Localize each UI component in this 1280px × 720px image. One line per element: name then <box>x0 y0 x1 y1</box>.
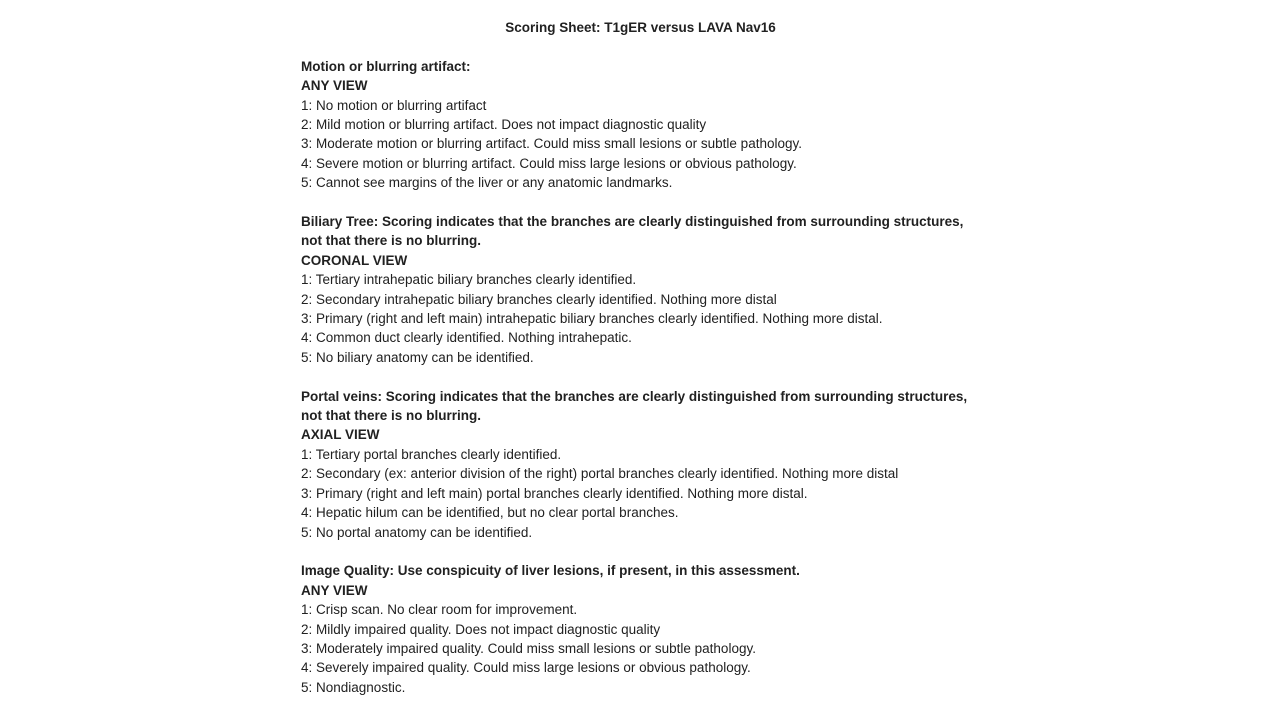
score-item: 4: Severe motion or blurring artifact. Could miss large lesions or obvious pathology. <box>301 155 797 171</box>
section-view-label: AXIAL VIEW <box>301 427 380 443</box>
score-item: 5: Nondiagnostic. <box>301 679 406 695</box>
score-item: 2: Secondary (ex: anterior division of the right) portal branches clearly identified. Nothing more distal <box>301 466 899 482</box>
section-portal-veins <box>301 387 980 542</box>
document-body <box>301 57 980 697</box>
score-item: 1: Crisp scan. No clear room for improvement. <box>301 602 578 618</box>
score-item: 1: Tertiary portal branches clearly identified. <box>301 446 562 462</box>
section-heading-line: not that there is no blurring. <box>301 233 481 249</box>
section-heading-line: Portal veins: Scoring indicates that the branches are clearly distinguished from surrounding structures, <box>301 388 968 404</box>
section-image-quality <box>301 561 980 697</box>
score-item: 1: No motion or blurring artifact <box>301 97 487 113</box>
section-motion-artifact <box>301 57 980 193</box>
score-item: 3: Moderately impaired quality. Could miss small lesions or subtle pathology. <box>301 640 756 656</box>
section-heading-line: Image Quality: Use conspicuity of liver lesions, if present, in this assessment. <box>301 563 800 579</box>
section-view-label: ANY VIEW <box>301 582 368 598</box>
score-item: 2: Mild motion or blurring artifact. Does not impact diagnostic quality <box>301 117 707 133</box>
section-biliary-tree <box>301 212 980 367</box>
section-heading-line: Biliary Tree: Scoring indicates that the branches are clearly distinguished from surrounding structures, <box>301 214 964 230</box>
score-item: 2: Secondary intrahepatic biliary branches clearly identified. Nothing more distal <box>301 291 777 307</box>
score-item: 1: Tertiary intrahepatic biliary branches clearly identified. <box>301 272 637 288</box>
section-heading-line: not that there is no blurring. <box>301 408 481 424</box>
score-item: 3: Moderate motion or blurring artifact. Could miss small lesions or subtle pathology. <box>301 136 802 152</box>
score-item: 5: No portal anatomy can be identified. <box>301 524 533 540</box>
section-view-label: ANY VIEW <box>301 78 368 94</box>
score-item: 4: Severely impaired quality. Could miss large lesions or obvious pathology. <box>301 660 751 676</box>
document-title: Scoring Sheet: T1gER versus LAVA Nav16 <box>505 20 776 35</box>
document-content <box>301 18 980 697</box>
section-view-label: CORONAL VIEW <box>301 252 408 268</box>
score-item: 4: Common duct clearly identified. Nothing intrahepatic. <box>301 330 632 346</box>
score-item: 2: Mildly impaired quality. Does not impact diagnostic quality <box>301 621 661 637</box>
score-item: 5: Cannot see margins of the liver or any anatomic landmarks. <box>301 175 673 191</box>
score-item: 5: No biliary anatomy can be identified. <box>301 349 534 365</box>
score-item: 3: Primary (right and left main) intrahepatic biliary branches clearly identified. Nothing more distal. <box>301 311 883 327</box>
score-item: 4: Hepatic hilum can be identified, but no clear portal branches. <box>301 505 679 521</box>
section-heading-line: Motion or blurring artifact: <box>301 58 471 74</box>
score-item: 3: Primary (right and left main) portal branches clearly identified. Nothing more distal. <box>301 485 808 501</box>
